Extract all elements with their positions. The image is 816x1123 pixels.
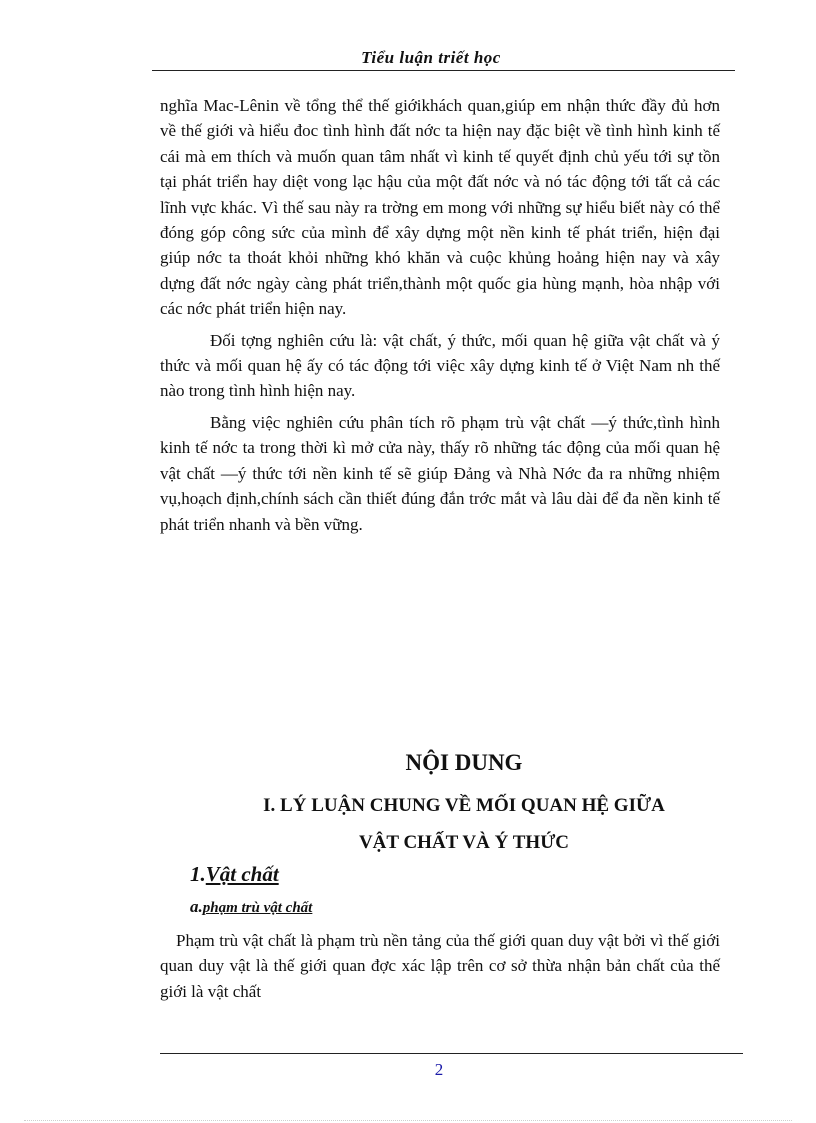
intro-text-block	[160, 93, 720, 543]
content-text-block	[160, 928, 720, 1004]
intro-paragraph-3: Bằng việc nghiên cứu phân tích rõ phạm trù vật chất —ý thức,tình hình kinh tế nớc ta trong thời kì mở cửa này, thấy rõ những tác động của mối quan hệ vật chất —ý thức tới nền kinh tế sẽ giúp Đảng và Nhà Nớc đa ra những nhiệm vụ,hoạch định,chính sách cần thiết đúng đắn trớc mắt và lâu dài để đa nền kinh tế phát triển nhanh và bền vững.	[160, 412, 720, 534]
section-heading-line-2: VẬT CHẤT VÀ Ý THỨC	[358, 832, 570, 853]
intro-paragraph-1: nghĩa Mac-Lênin về tổng thể thế giớikhách quan,giúp em nhận thức đầy đủ hơn về thế giới và hiểu đoc tình hình đất nớc ta hiện nay đặc biệt về tình hình kinh tế cái mà em thích và muốn quan tâm nhất vì kinh tế quyết định chủ yếu tới sự tồn tại phát triển hay diệt vong lạc hậu của một đất nớc và nó tác động tới tất cả các lĩnh vực khác. Vì thế sau này ra trờng em mong với những sự hiểu biết này có thể đóng góp công sức của mình để xây dựng một nền kinh tế phát triển, hiện đại giúp nớc ta thoát khỏi những khó khăn và cuộc khủng hoảng hiện nay và xây dựng đất nớc ngày càng phát triển,thành một quốc gia hùng mạnh, hòa nhập với các nớc phát triển hiện nay.	[160, 96, 720, 319]
content-paragraph: Phạm trù vật chất là phạm trù nền tảng của thế giới quan duy vật bởi vì thế giới quan duy vật là thế giới quan đợc xác lập trên cơ sở thừa nhận bản chất của thế giới là vật chất	[160, 931, 720, 1001]
intro-paragraph-2: Đối tợng nghiên cứu là: vật chất, ý thức, mối quan hệ giữa vật chất và ý thức và mối quan hệ ấy có tác động tới việc xây dựng kinh tế ở Việt Nam nh thế nào trong tình hình hiện nay.	[160, 330, 720, 401]
footer-rule	[160, 1053, 743, 1054]
main-heading: NỘI DUNG	[405, 750, 523, 775]
running-header-title: Tiểu luận triết học	[361, 48, 501, 67]
subheading-1	[190, 862, 279, 887]
page-number: 2	[434, 1060, 444, 1079]
subheading-a-letter: a.	[190, 897, 203, 916]
page-edge-divider	[24, 1120, 792, 1121]
section-heading-line-1: I. LÝ LUẬN CHUNG VỀ MỐI QUAN HỆ GIỮA	[263, 795, 665, 816]
subheading-1-title: Vật chất	[205, 862, 279, 886]
subheading-a	[190, 897, 312, 917]
subheading-1-number: 1.	[190, 862, 206, 886]
header-rule	[152, 70, 735, 71]
subheading-a-title: phạm trù vật chất	[202, 900, 313, 916]
